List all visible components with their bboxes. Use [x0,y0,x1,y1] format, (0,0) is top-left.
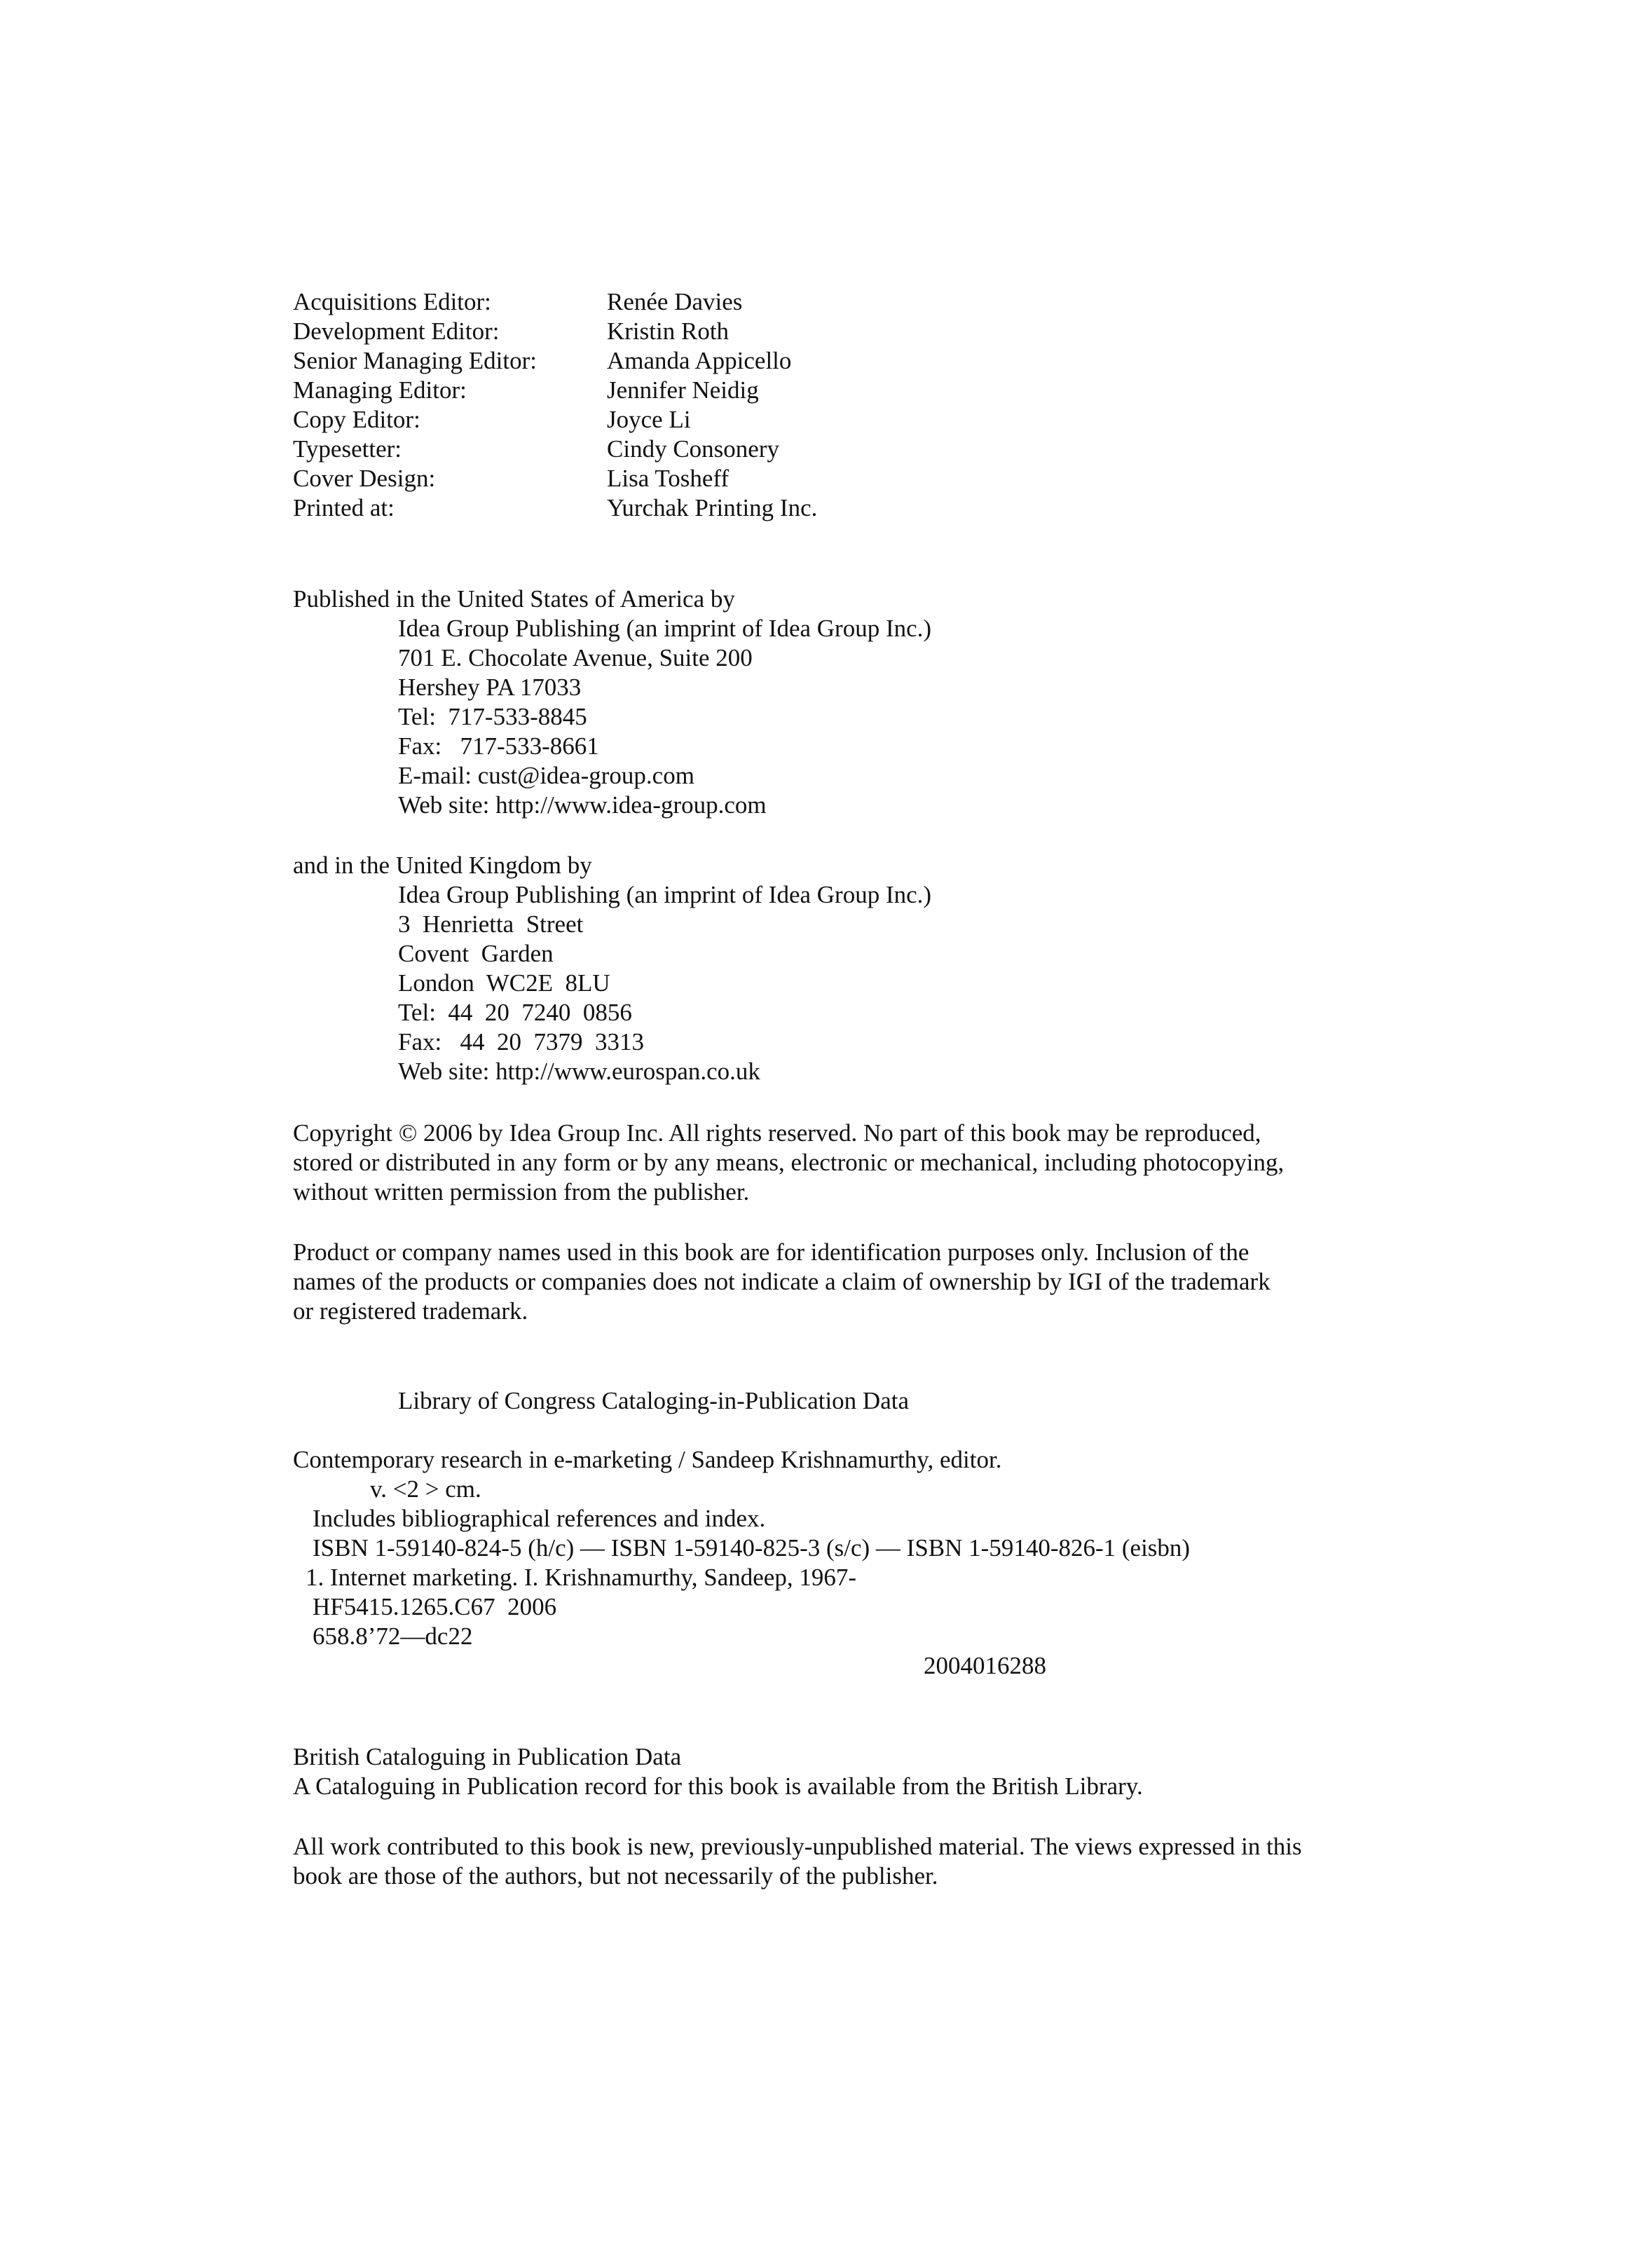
credit-name: Cindy Consonery [607,435,779,463]
credit-name: Jennifer Neidig [607,376,759,404]
trademark-line: names of the products or companies does not indicate a claim of ownership by IGI of the trademark [293,1268,1270,1295]
british-cataloguing-text: A Cataloguing in Publication record for this book is available from the British Library. [293,1772,1143,1800]
credit-role: Typesetter: [293,435,402,463]
fax-line: Fax: 44 20 7379 3313 [398,1028,644,1056]
credit-role: Copy Editor: [293,406,420,433]
credit-role: Senior Managing Editor: [293,347,537,374]
credit-name: Amanda Appicello [607,347,792,374]
phone-line: Tel: 44 20 7240 0856 [398,999,632,1026]
address-line: Idea Group Publishing (an imprint of Idea Group Inc.) [398,615,932,642]
uk-publisher [293,851,931,1086]
credit-name: Lisa Tosheff [607,465,730,492]
address-line: 3 Henrietta Street [398,910,584,938]
trademark-notice [293,1238,1270,1326]
cip-title: Library of Congress Cataloging-in-Publication Data [398,1387,910,1414]
british-cataloguing [293,1742,1143,1801]
address-line: London WC2E 8LU [398,969,610,997]
us-publisher-address [293,614,931,820]
address-line: Idea Group Publishing (an imprint of Idea Group Inc.) [398,881,932,908]
cip-main-entry: Contemporary research in e-marketing / Sandeep Krishnamurthy, editor. [293,1446,1002,1473]
british-cataloguing-title: British Cataloguing in Publication Data [293,1743,682,1770]
us-publisher [293,585,931,820]
credit-role: Acquisitions Editor: [293,288,491,315]
phone-line: Tel: 717-533-8845 [398,703,587,730]
credit-role: Development Editor: [293,317,500,345]
copyright-notice [293,1119,1284,1207]
uk-publisher-intro: and in the United Kingdom by [293,852,592,879]
address-line: Hershey PA 17033 [398,674,582,701]
cip-heading [293,1386,909,1416]
us-publisher-intro: Published in the United States of America by [293,585,735,613]
credit-role: Managing Editor: [293,376,467,404]
cip-subject: 1. Internet marketing. I. Krishnamurthy, Sandeep, 1967- [306,1564,856,1591]
email-line: E-mail: cust@idea-group.com [398,762,694,789]
cip-notes: Includes bibliographical references and index. [313,1505,766,1532]
credit-role: Printed at: [293,494,395,521]
fax-line: Fax: 717-533-8661 [398,732,599,760]
cip-isbn: ISBN 1-59140-824-5 (h/c) — ISBN 1-59140-825-3 (s/c) — ISBN 1-59140-826-1 (eisbn) [313,1534,1191,1562]
cip-lc-class: HF5415.1265.C67 2006 [313,1593,557,1620]
copyright-line: Copyright © 2006 by Idea Group Inc. All rights reserved. No part of this book may be reproduced, [293,1119,1261,1147]
credit-name: Kristin Roth [607,317,730,345]
trademark-line: Product or company names used in this book are for identification purposes only. Inclusion of the [293,1238,1249,1266]
disclaimer [293,1832,1302,1891]
uk-publisher-address [293,880,931,1086]
website-line: Web site: http://www.idea-group.com [398,791,767,819]
trademark-line: or registered trademark. [293,1297,528,1325]
credit-name: Joyce Li [607,406,691,433]
credit-name: Yurchak Printing Inc. [607,494,818,521]
cip-record [293,1445,1190,1681]
address-line: 701 E. Chocolate Avenue, Suite 200 [398,644,753,671]
cip-dewey: 658.8’72—dc22 [313,1623,473,1650]
copyright-line: without written permission from the publisher. [293,1178,750,1205]
disclaimer-line: book are those of the authors, but not necessarily of the publisher. [293,1862,938,1890]
website-line: Web site: http://www.eurospan.co.uk [398,1058,760,1085]
address-line: Covent Garden [398,940,554,967]
credit-role: Cover Design: [293,465,436,492]
credit-name: Renée Davies [607,288,743,315]
disclaimer-line: All work contributed to this book is new, previously-unpublished material. The views expressed in this [293,1833,1302,1860]
copyright-line: stored or distributed in any form or by any means, electronic or mechanical, including photocopying, [293,1149,1285,1176]
cip-lccn: 2004016288 [924,1652,1046,1679]
cip-volumes: v. <2 > cm. [370,1475,481,1503]
